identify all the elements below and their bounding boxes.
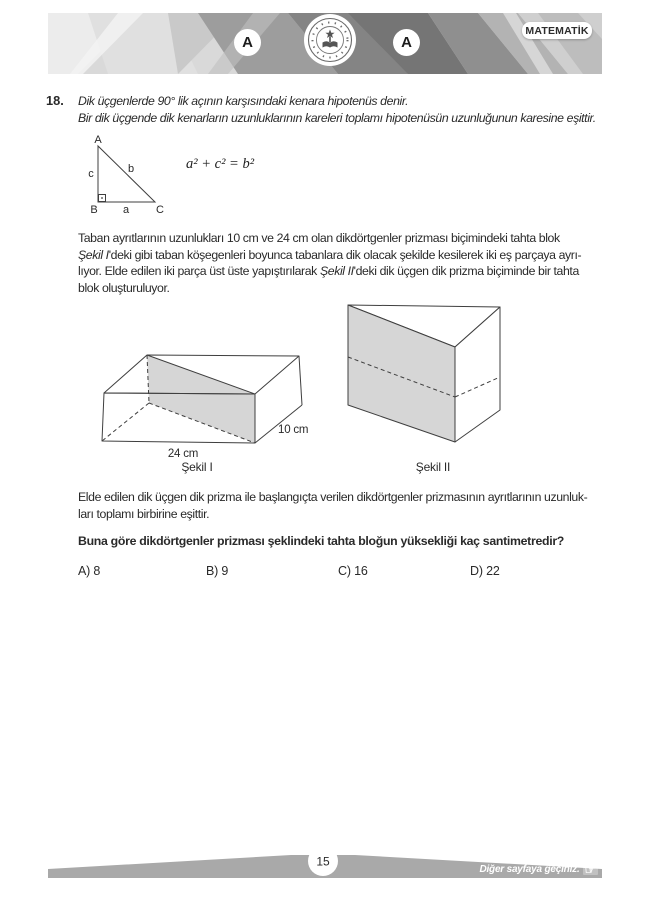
variant-badge-right	[393, 29, 420, 56]
question-body	[78, 230, 581, 296]
cut-plane-shading	[147, 355, 255, 443]
question-prompt: Buna göre dikdörtgenler prizması şeklindeki tahta bloğun yüksekliği kaç santimetredir?	[78, 534, 565, 548]
vertex-b-label: B	[90, 204, 98, 216]
question-number: 18.	[46, 93, 64, 108]
side-b-label: b	[127, 163, 135, 175]
option-a: A) 8	[78, 564, 101, 578]
closing-paragraph	[78, 489, 587, 522]
pythagoras-formula: a² + c² = b²	[186, 156, 255, 172]
vertex-a-label: A	[94, 135, 102, 146]
rectangular-prism-figure	[95, 345, 320, 470]
figure-reference: Şekil I	[78, 247, 109, 262]
banner-pattern	[48, 13, 602, 74]
closing-line: ları toplamı birbirine eşittir.	[78, 506, 210, 521]
pointing-hand-icon: ☞	[584, 861, 596, 877]
body-line: Taban ayrıtlarının uzunlukları 10 cm ve 24 cm olan dikdörtgenler prizması biçimindeki tahta blok	[78, 231, 560, 245]
variant-letter: A	[401, 34, 412, 51]
variant-letter: A	[242, 34, 253, 51]
subject-label: MATEMATİK	[522, 22, 592, 39]
triangular-prism-figure	[340, 295, 515, 455]
vertex-c-label: C	[156, 204, 164, 216]
option-d: D) 22	[470, 564, 500, 578]
body-line: blok oluşturuluyor.	[78, 280, 170, 295]
depth-dimension-label: 10 cm	[278, 424, 309, 436]
figure1-caption: Şekil I	[181, 460, 213, 474]
body-line: Şekil I'deki gibi taban köşegenleri boyunca tabanlara dik olacak şekilde kesilerek iki eş parçaya ayrı-	[78, 247, 582, 262]
intro-line: Bir dik üçgende dik kenarların uzunluklarının kareleri toplamı hipotenüsün uzunluğunun karesine eşittir.	[78, 110, 596, 125]
side-c-label: c	[88, 168, 94, 180]
footer-ribbon	[48, 845, 602, 879]
intro-line: Dik üçgenlerde 90° lik açının karşısındaki kenara hipotenüs denir.	[78, 94, 409, 108]
ministry-emblem	[304, 14, 356, 66]
right-triangle-figure	[85, 135, 185, 220]
option-b: B) 9	[206, 564, 229, 578]
option-c: C) 16	[338, 564, 368, 578]
width-dimension-label: 24 cm	[167, 448, 199, 460]
variant-badge-left	[234, 29, 261, 56]
header-banner	[48, 13, 602, 74]
figure-reference: Şekil II	[319, 264, 354, 278]
closing-line: Elde edilen dik üçgen dik prizma ile başlangıçta verilen dikdörtgenler prizmasının ayrıtlarının uzunluk-	[78, 490, 588, 504]
page-number: 15	[316, 854, 330, 869]
next-page-notice: Diğer sayfaya geçiniz. ☞	[479, 861, 596, 877]
side-a-label: a	[122, 204, 130, 216]
body-line: lıyor. Elde edilen iki parça üst üste yapıştırılarak Şekil II'deki dik üçgen dik prizma biçiminde bir tahta	[78, 264, 579, 278]
figure2-caption: Şekil II	[415, 460, 451, 474]
question-intro	[78, 93, 596, 126]
